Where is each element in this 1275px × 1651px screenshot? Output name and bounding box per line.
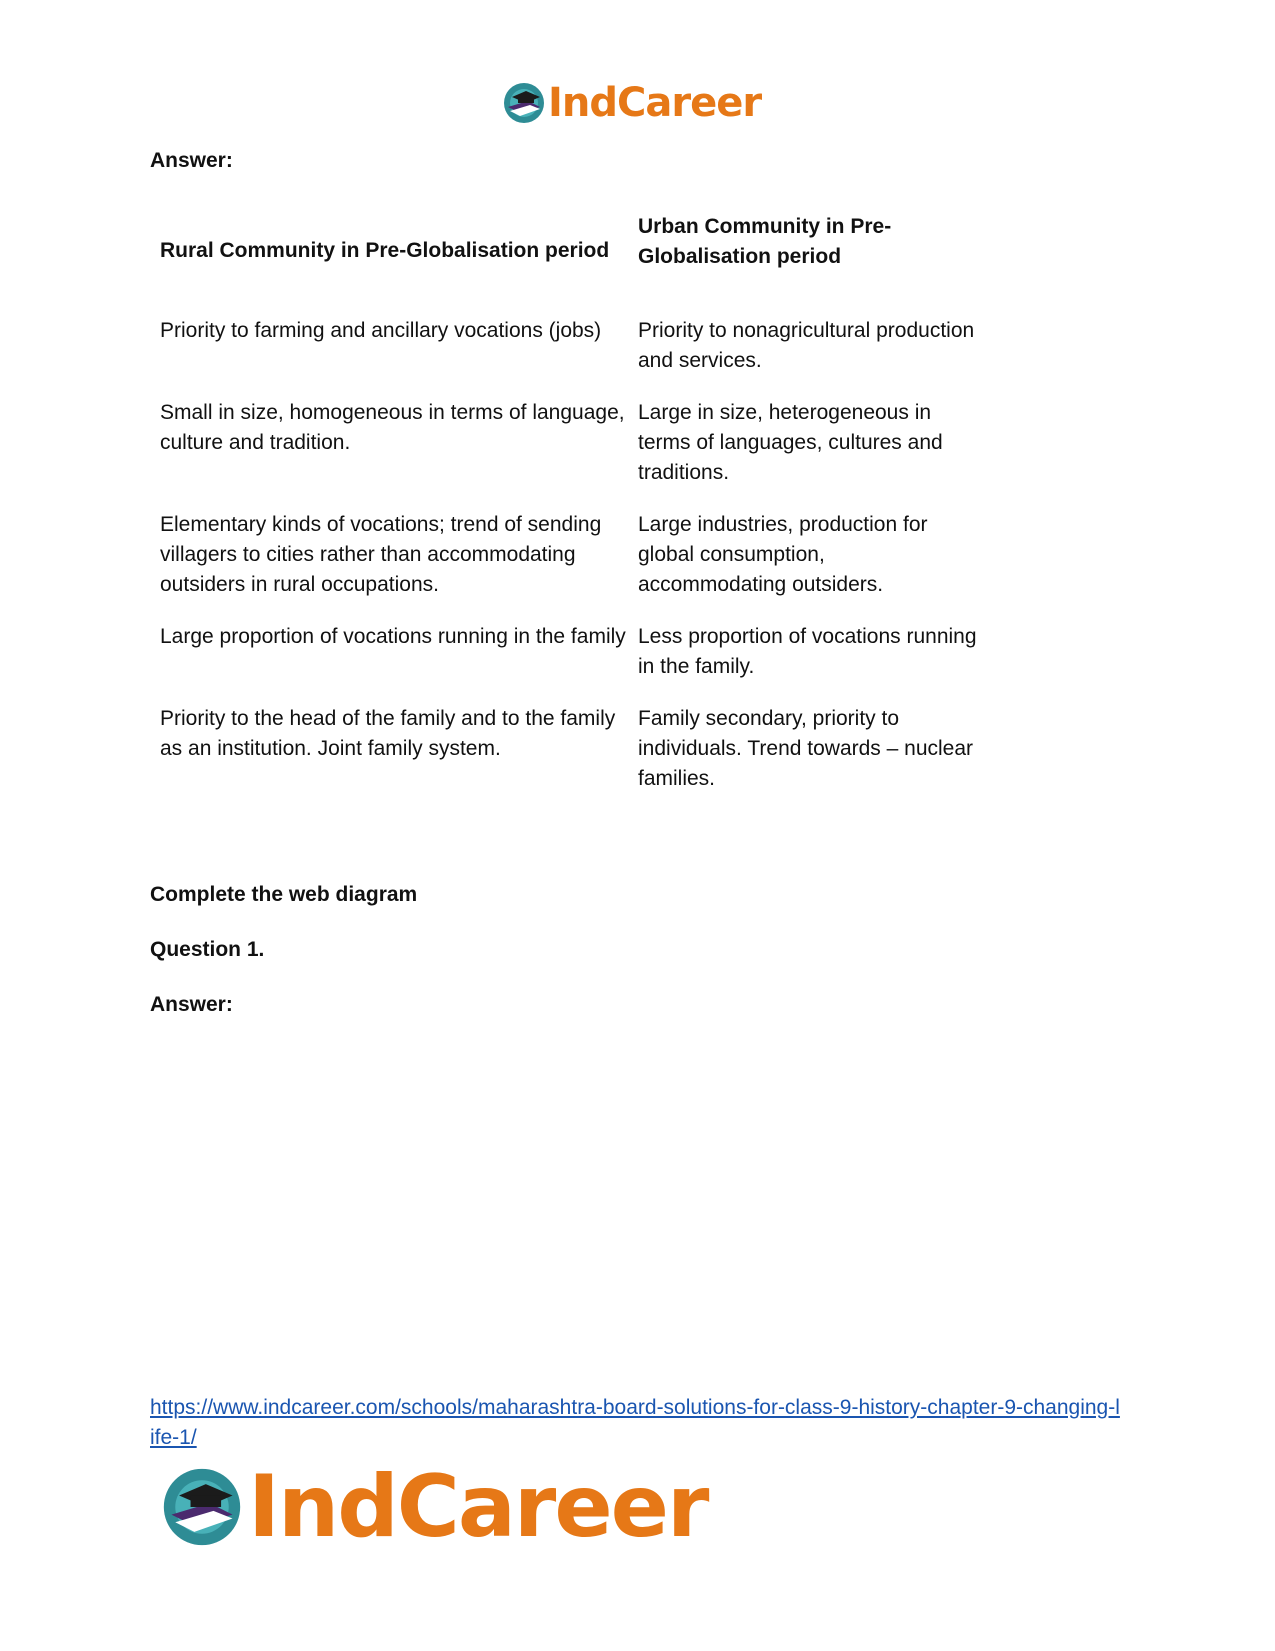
answer-heading: Answer: bbox=[150, 149, 233, 172]
table-header-row bbox=[160, 212, 1000, 272]
rural-cell: Priority to the head of the family and to the family as an institution. Joint family system. bbox=[160, 707, 616, 760]
rural-cell: Small in size, homogeneous in terms of language, culture and tradition. bbox=[160, 401, 625, 454]
header-rural: Rural Community in Pre-Globalisation period bbox=[160, 239, 610, 262]
rural-cell: Priority to farming and ancillary vocations (jobs) bbox=[160, 319, 602, 342]
comparison-table bbox=[160, 212, 1000, 794]
answer-label: Answer: bbox=[150, 993, 233, 1016]
graduation-cap-book-icon bbox=[160, 1465, 244, 1549]
rural-cell: Elementary kinds of vocations; trend of sending villagers to cities rather than accommodating outsiders in rural occupations. bbox=[160, 513, 602, 596]
footer-logo bbox=[160, 1457, 708, 1557]
header-urban: Urban Community in Pre-Globalisation period bbox=[638, 215, 892, 268]
rural-cell: Large proportion of vocations running in the family bbox=[160, 625, 626, 648]
urban-cell: Less proportion of vocations running in the family. bbox=[638, 625, 977, 678]
header-logo bbox=[502, 80, 761, 126]
table-row bbox=[160, 398, 1000, 488]
question-label: Question 1. bbox=[150, 938, 265, 961]
urban-cell: Large in size, heterogeneous in terms of languages, cultures and traditions. bbox=[638, 401, 943, 484]
table-row bbox=[160, 316, 1000, 376]
urban-cell: Large industries, production for global consumption, accommodating outsiders. bbox=[638, 513, 928, 596]
source-link[interactable]: https://www.indcareer.com/schools/maharashtra-board-solutions-for-class-9-history-chapter-9-changing-life-1/ bbox=[150, 1396, 1120, 1449]
table-row bbox=[160, 510, 1000, 600]
graduation-cap-book-icon bbox=[502, 81, 546, 125]
section-heading: Complete the web diagram bbox=[150, 883, 418, 906]
brand-wordmark: IndCareer bbox=[548, 80, 762, 126]
brand-wordmark: IndCareer bbox=[248, 1457, 708, 1557]
table-row bbox=[160, 622, 1000, 682]
urban-cell: Family secondary, priority to individuals. Trend towards – nuclear families. bbox=[638, 707, 974, 790]
urban-cell: Priority to nonagricultural production and services. bbox=[638, 319, 975, 372]
table-row bbox=[160, 704, 1000, 794]
